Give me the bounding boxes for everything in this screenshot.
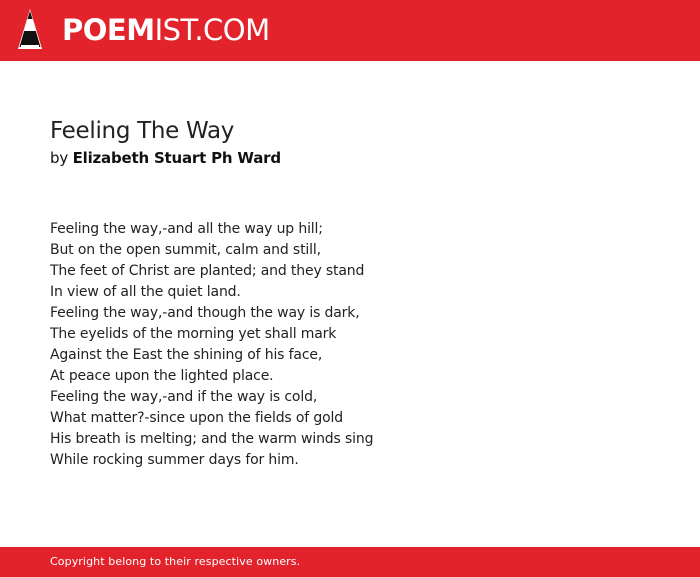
logo-light-text: IST.COM (154, 13, 270, 47)
copyright-notice: Copyright belong to their respective owners. (50, 555, 301, 568)
poem-line: The eyelids of the morning yet shall mark (50, 326, 337, 342)
poem-line: Feeling the way,-and though the way is dark, (50, 305, 360, 321)
poem-line: Against the East the shining of his face, (50, 347, 323, 363)
poem-line: But on the open summit, calm and still, (50, 242, 321, 258)
poem-line: While rocking summer days for him. (50, 452, 299, 468)
poem-byline (50, 147, 650, 169)
by-label: by (50, 149, 68, 167)
poem-line: His breath is melting; and the warm winds sing (50, 431, 374, 447)
poem-body (50, 219, 650, 471)
poem-line: The feet of Christ are planted; and they stand (50, 263, 365, 279)
poem-content (50, 116, 650, 471)
site-footer (0, 547, 700, 577)
site-logo[interactable] (62, 12, 270, 48)
poem-line: At peace upon the lighted place. (50, 368, 274, 384)
poem-line: In view of all the quiet land. (50, 284, 241, 300)
site-header (0, 0, 700, 61)
poem-line: Feeling the way,-and all the way up hill; (50, 221, 323, 237)
pencil-icon (18, 9, 42, 51)
logo-bold-text: POEM (62, 13, 155, 47)
poem-line: Feeling the way,-and if the way is cold, (50, 389, 318, 405)
author-name: Elizabeth Stuart Ph Ward (72, 149, 281, 167)
poem-title: Feeling The Way (50, 118, 235, 144)
poem-line: What matter?-since upon the fields of gold (50, 410, 343, 426)
